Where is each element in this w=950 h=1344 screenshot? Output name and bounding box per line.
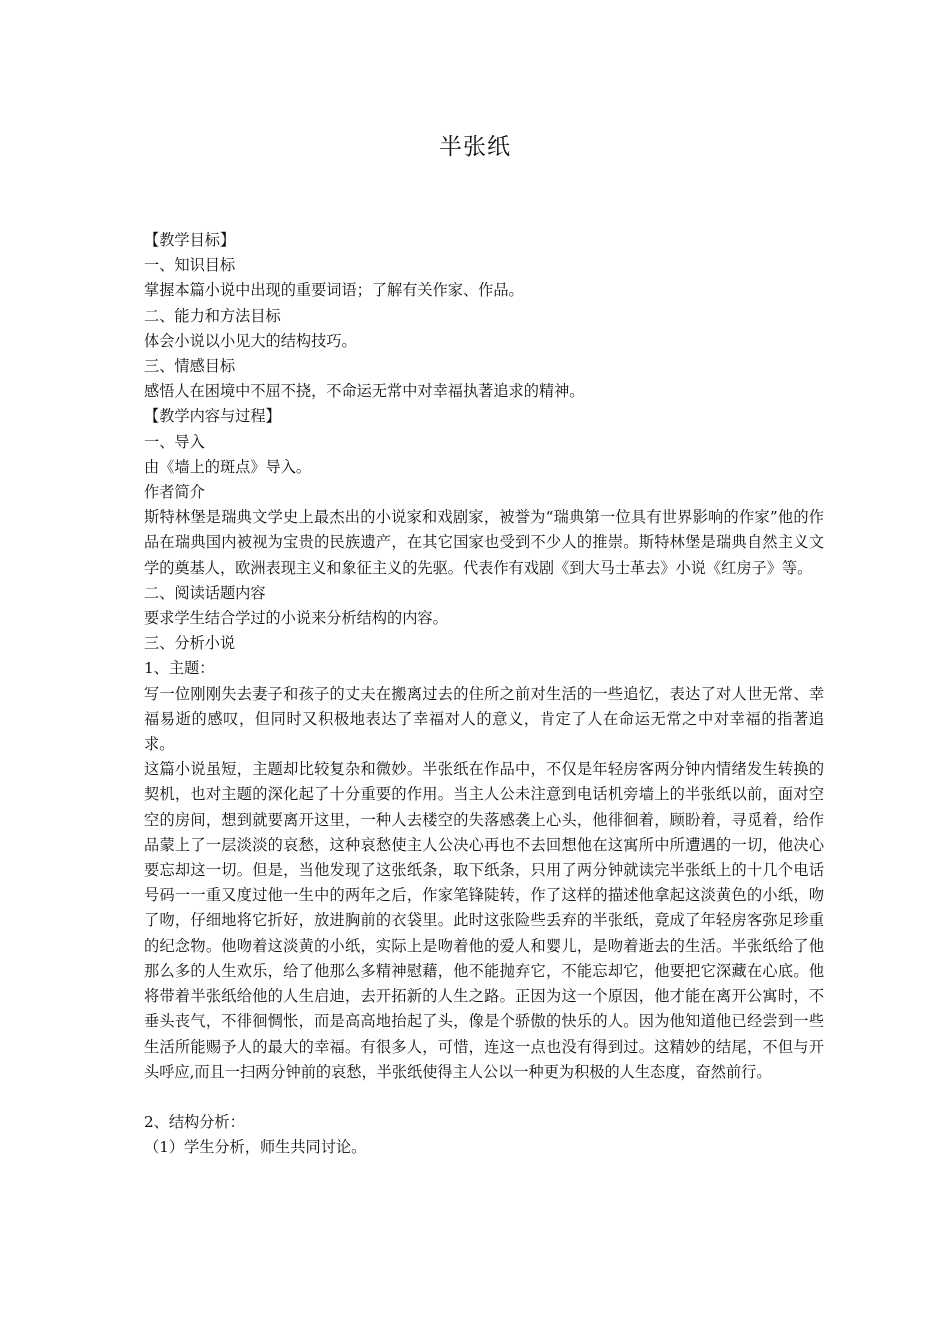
paragraph-knowledge-goal: 掌握本篇小说中出现的重要词语；了解有关作家、作品。 [144, 281, 524, 300]
paragraph-theme: 写一位刚刚失去妻子和孩子的丈夫在搬离过去的住所之前对生活的一些追忆，表达了对人世无常、幸福易逝的感叹，但同时又积极地表达了幸福对人的意义，肯定了人在命运无常之中对幸福的指著追求。 [144, 684, 824, 754]
subheading-emotion-goal: 三、情感目标 [144, 357, 236, 376]
subheading-theme: 1、主题： [144, 659, 215, 678]
subheading-knowledge-goal: 一、知识目标 [144, 256, 236, 275]
paragraph-emotion-goal: 感悟人在困境中不屈不挠，不命运无常中对幸福执著追求的精神。 [144, 382, 585, 401]
blank-line [144, 1085, 824, 1110]
paragraph-structure-discussion: （1）学生分析，师生共同讨论。 [144, 1138, 367, 1157]
paragraph-ability-goal: 体会小说以小见大的结构技巧。 [144, 331, 357, 350]
subheading-ability-goal: 二、能力和方法目标 [144, 306, 281, 325]
subheading-reading-topic: 二、阅读话题内容 [144, 583, 266, 602]
paragraph-reading-topic: 要求学生结合学过的小说来分析结构的内容。 [144, 609, 448, 628]
section-heading-teaching-goals: 【教学目标】 [144, 231, 236, 249]
section-heading-teaching-process: 【教学内容与过程】 [144, 407, 281, 426]
subheading-introduction: 一、导入 [144, 432, 205, 451]
document-body [144, 228, 824, 1161]
paragraph-theme-discussion: 这篇小说虽短，主题却比较复杂和微妙。半张纸在作品中，不仅是年轻房客两分钟内情绪发生转换的契机，也对主题的深化起了十分重要的作用。当主人公未注意到电话机旁墙上的半张纸以前，面对空空的房间，想到就要离开这里，一种人去楼空的失落感袭上心头，他徘徊着，顾盼着，寻觅着，给作品蒙上了一层淡淡的哀愁，这种哀愁使主人公决心再也不去回想他在这寓所中所遭遇的一切，他决心要忘却这一切。但是，当他发现了这张纸条，取下纸条，只用了两分钟就读完半张纸上的十几个电话号码一一重又度过他一生中的两年之后，作家笔锋陡转，作了这样的描述他拿起这淡黄色的小纸，吻了吻，仔细地将它折好，放进胸前的衣袋里。此时这张险些丢弃的半张纸，竟成了年轻房客弥足珍重的纪念物。他吻着这淡黄的小纸，实际上是吻着他的爱人和婴儿，是吻着逝去的生活。半张纸给了他那么多的人生欢乐，给了他那么多精神慰藉，他不能抛弃它，不能忘却它，他要把它深藏在心底。他将带着半张纸给他的人生启迪，去开拓新的人生之路。正因为这一个原因，他才能在离开公寓时，不垂头丧气，不徘徊惆怅，而是高高地抬起了头，像是个骄傲的快乐的人。因为他知道他已经尝到一些生活所能赐予人的最大的幸福。有很多人，可惜，连这一点也没有得到过。这精妙的结尾，不但与开头呼应,而且一扫两分钟前的哀愁，半张纸使得主人公以一种更为积极的人生态度，奋然前行。 [144, 760, 824, 1081]
subheading-structure-analysis: 2、结构分析： [144, 1113, 245, 1132]
paragraph-author-intro: 斯特林堡是瑞典文学史上最杰出的小说家和戏剧家，被誉为“瑞典第一位具有世界影响的作家”他的作品在瑞典国内被视为宝贵的民族遗产，在其它国家也受到不少人的推崇。斯特林堡是瑞典自然主义文学的奠基人，欧洲表现主义和象征主义的先驱。代表作有戏剧《到大马士革去》小说《红房子》等。 [144, 508, 824, 577]
subheading-author-intro: 作者简介 [144, 483, 205, 502]
document-title: 半张纸 [439, 134, 511, 160]
paragraph-introduction: 由《墙上的斑点》导入。 [144, 457, 312, 476]
subheading-analysis: 三、分析小说 [144, 634, 236, 653]
